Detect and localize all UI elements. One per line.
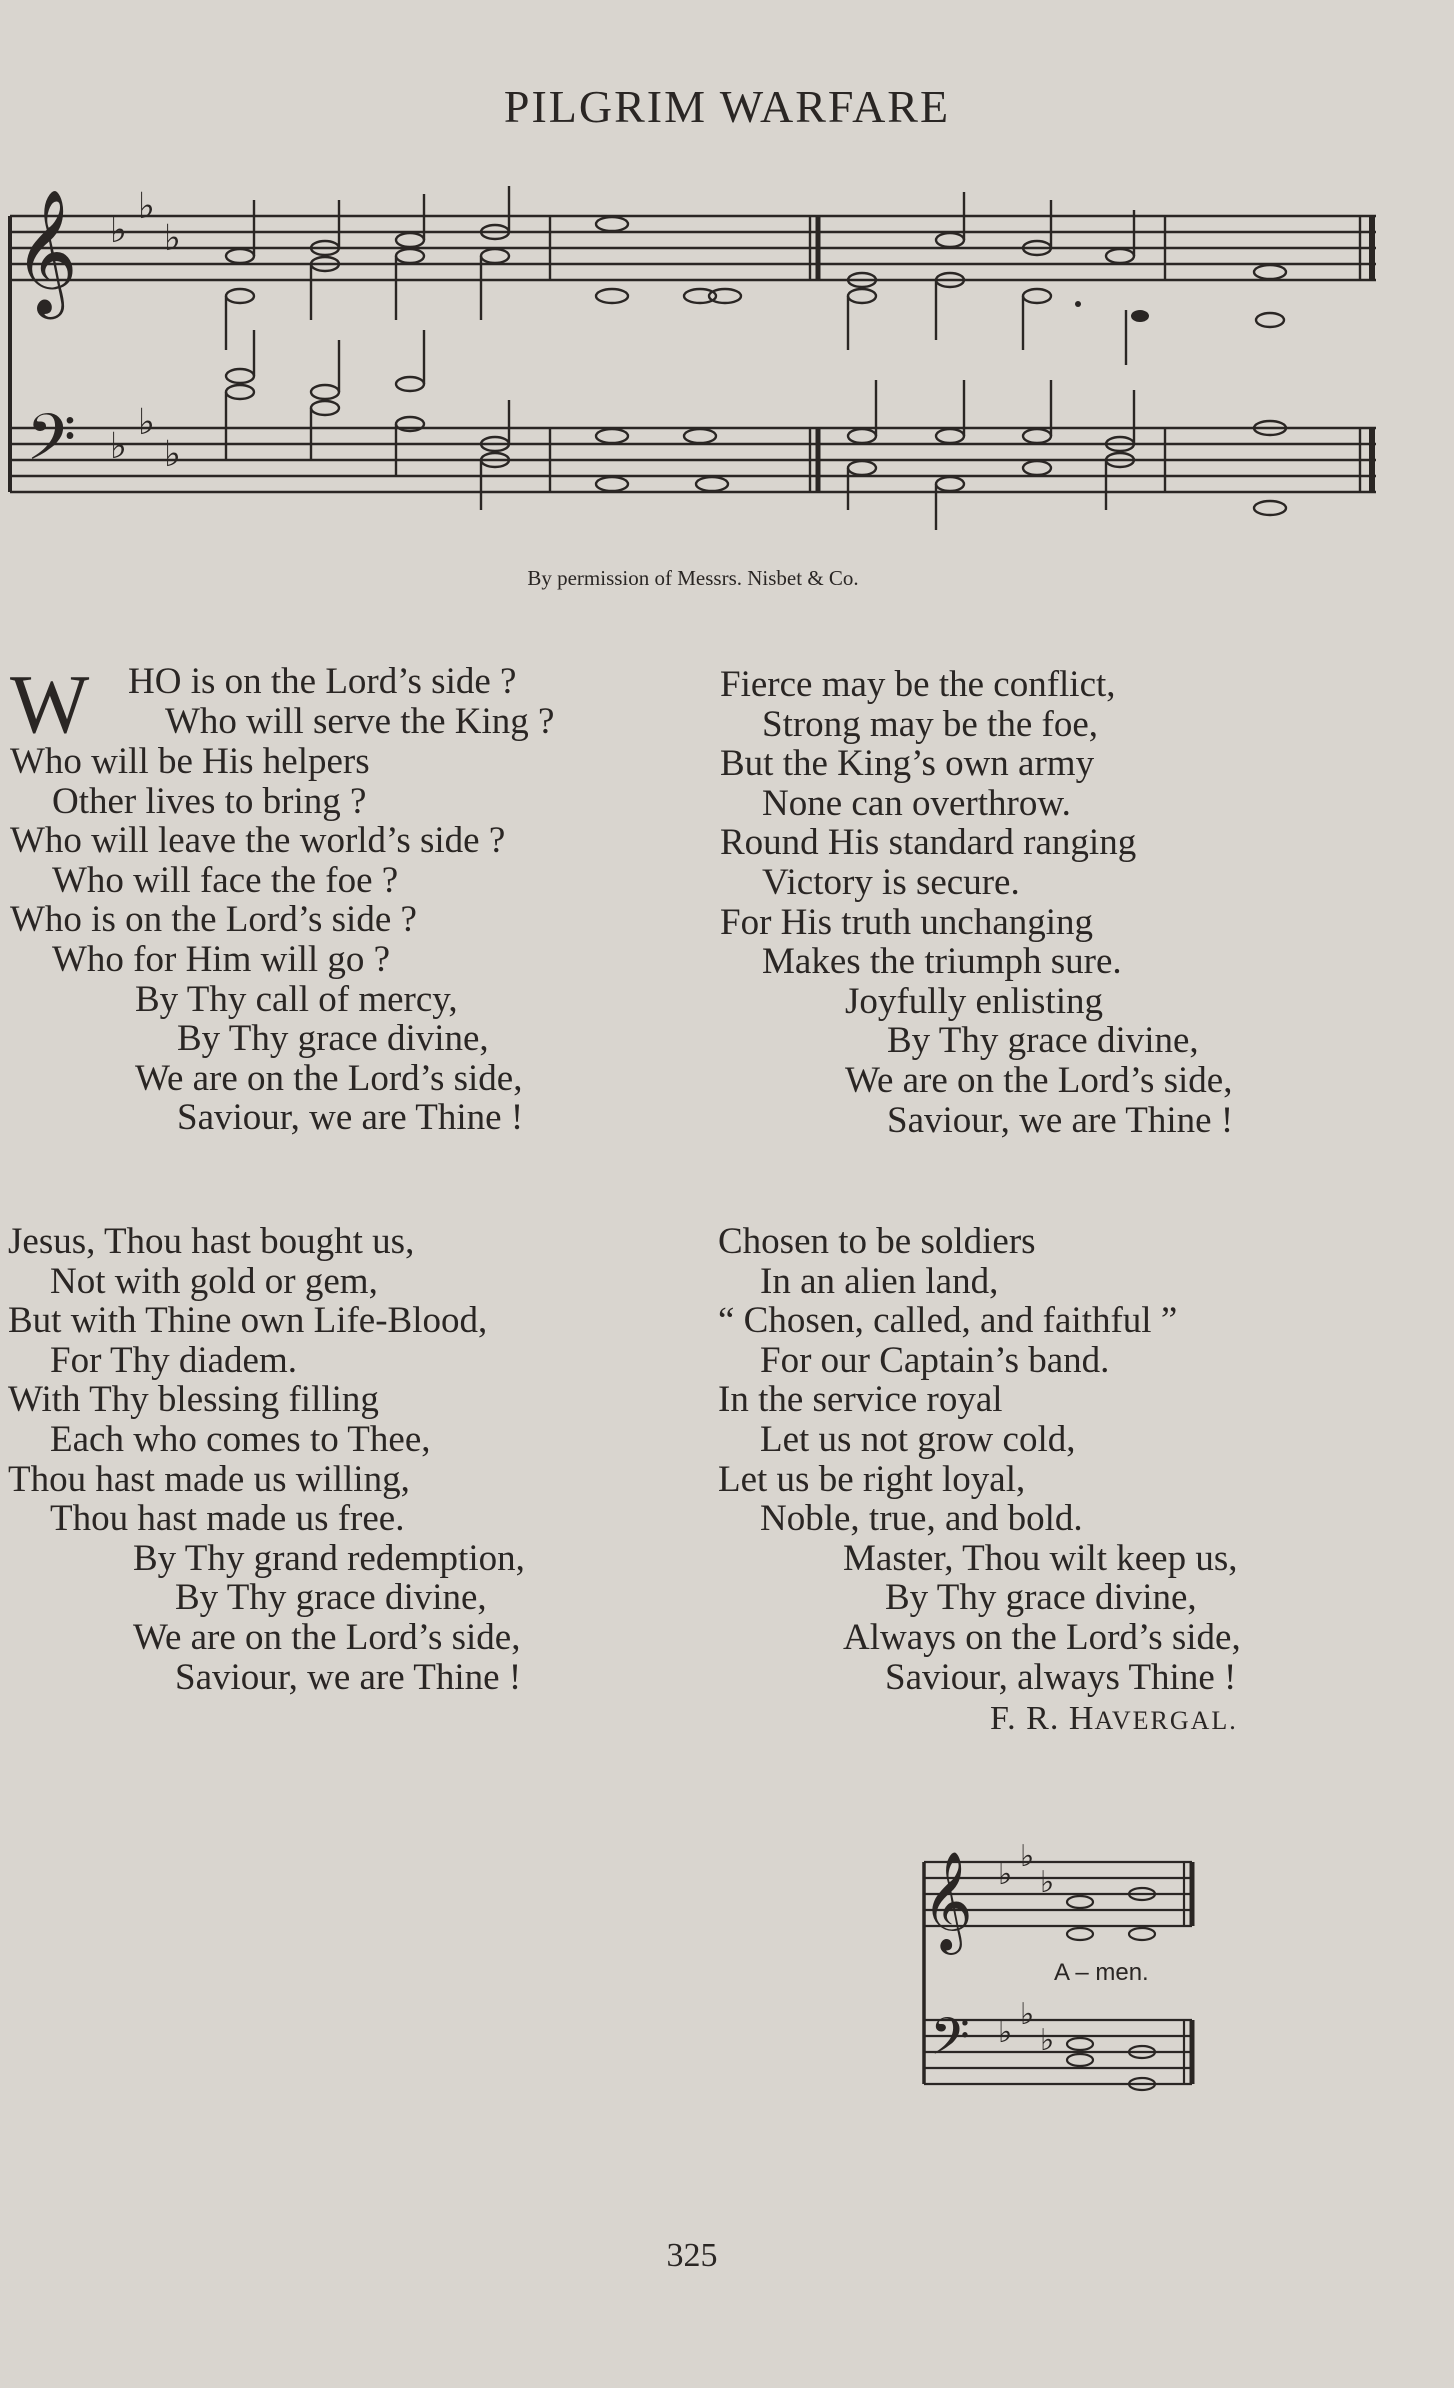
- svg-text:♭: ♭: [1040, 1865, 1055, 1900]
- verse-line: Jesus, Thou hast bought us,: [8, 1221, 415, 1262]
- verse-line: For Thy diadem.: [50, 1339, 297, 1381]
- verse-line: Master, Thou wilt keep us,: [843, 1537, 1238, 1579]
- amen-lyric: A – men.: [1054, 1959, 1149, 1986]
- verse-line: We are on the Lord’s side,: [845, 1059, 1233, 1101]
- verse-line: “ Chosen, called, and faithful ”: [718, 1300, 1178, 1342]
- verse-line: Who will be His helpers: [10, 741, 370, 782]
- permission-credit: By permission of Messrs. Nisbet & Co.: [527, 566, 859, 590]
- verse-line: Always on the Lord’s side,: [843, 1616, 1241, 1658]
- svg-text:♭: ♭: [1020, 1842, 1035, 1874]
- svg-text:♭: ♭: [138, 402, 155, 443]
- svg-text:𝄞: 𝄞: [922, 1851, 973, 1951]
- verse-line: Makes the triumph sure.: [762, 941, 1122, 983]
- verse-line: Saviour, always Thine !: [885, 1656, 1237, 1698]
- author-initials: F. R.: [990, 1700, 1060, 1737]
- author-surname-cap: H: [1068, 1700, 1095, 1737]
- svg-text:♭: ♭: [1020, 1997, 1035, 2032]
- verse-line: Thou hast made us free.: [50, 1498, 405, 1540]
- hymn-title: PILGRIM WARFARE: [503, 81, 951, 132]
- verse-line: In the service royal: [718, 1379, 1003, 1421]
- verse-line: Who will leave the world’s side ?: [10, 820, 506, 862]
- verse-line: With Thy blessing filling: [8, 1379, 379, 1421]
- svg-text:♭: ♭: [110, 426, 127, 467]
- music-score: [0, 180, 1400, 530]
- drop-cap: W: [10, 658, 90, 751]
- verse-line: None can overthrow.: [762, 782, 1071, 824]
- verse-line: For our Captain’s band.: [760, 1339, 1110, 1381]
- verse-line: Victory is secure.: [762, 861, 1020, 903]
- verse-1: [10, 658, 555, 1139]
- verse-line: Each who comes to Thee,: [50, 1418, 431, 1460]
- svg-text:♭: ♭: [138, 186, 155, 227]
- svg-text:𝄢: 𝄢: [930, 2006, 970, 2079]
- verse-3: [8, 1222, 525, 1697]
- svg-text:♭: ♭: [110, 210, 127, 251]
- verse-line: By Thy grace divine,: [175, 1577, 487, 1619]
- verse-line: Who will serve the King ?: [165, 700, 555, 742]
- svg-text:♭: ♭: [164, 434, 181, 475]
- verse-line: But the King’s own army: [720, 743, 1095, 785]
- verse-line: Round His standard ranging: [720, 822, 1137, 864]
- svg-text:♭: ♭: [998, 1857, 1013, 1892]
- verse-line: By Thy call of mercy,: [135, 978, 458, 1020]
- verse-line: Saviour, we are Thine !: [887, 1099, 1234, 1141]
- verse-line: Thou hast made us willing,: [8, 1458, 410, 1500]
- verse-line: We are on the Lord’s side,: [133, 1616, 521, 1658]
- verse-4: [718, 1222, 1241, 1697]
- verse-line: But with Thine own Life-Blood,: [8, 1300, 488, 1342]
- svg-text:𝄢: 𝄢: [26, 401, 77, 491]
- svg-text:♭: ♭: [998, 2015, 1013, 2050]
- verse-line: By Thy grand redemption,: [133, 1537, 525, 1579]
- verse-line: Not with gold or gem,: [50, 1260, 378, 1302]
- verse-line: Who will face the foe ?: [52, 859, 399, 901]
- verse-line: For His truth unchanging: [720, 901, 1094, 943]
- verse-line: Saviour, we are Thine !: [175, 1656, 522, 1698]
- page-number: 325: [666, 2237, 718, 2274]
- verse-line: Who is on the Lord’s side ?: [10, 899, 417, 941]
- verse-line: Joyfully enlisting: [845, 980, 1103, 1022]
- verse-2: [720, 665, 1233, 1140]
- verse-line: By Thy grace divine,: [177, 1018, 489, 1060]
- svg-text:♭: ♭: [1040, 2023, 1055, 2058]
- verse-line: In an alien land,: [760, 1260, 999, 1302]
- svg-text:𝄞: 𝄞: [14, 189, 78, 314]
- verse-line: By Thy grace divine,: [887, 1020, 1199, 1062]
- verse-line: We are on the Lord’s side,: [135, 1057, 523, 1099]
- author-credit: [990, 1700, 1238, 1738]
- verse-line: By Thy grace divine,: [885, 1577, 1197, 1619]
- amen-score: [920, 1842, 1200, 2102]
- verse-line: Strong may be the foe,: [762, 703, 1098, 745]
- author-surname-rest: AVERGAL.: [1094, 1706, 1238, 1735]
- verse-line: Chosen to be soldiers: [718, 1221, 1036, 1262]
- svg-text:♭: ♭: [164, 218, 181, 259]
- verse-line: Noble, true, and bold.: [760, 1498, 1083, 1540]
- verse-line: Saviour, we are Thine !: [177, 1097, 524, 1139]
- verse-line: Who for Him will go ?: [52, 938, 391, 980]
- verse-line: Let us be right loyal,: [718, 1458, 1026, 1500]
- verse-line: Let us not grow cold,: [760, 1418, 1076, 1460]
- verse-line: HO is on the Lord’s side ?: [128, 661, 517, 702]
- verse-line: Fierce may be the conflict,: [720, 664, 1116, 705]
- verse-line: Other lives to bring ?: [52, 780, 367, 822]
